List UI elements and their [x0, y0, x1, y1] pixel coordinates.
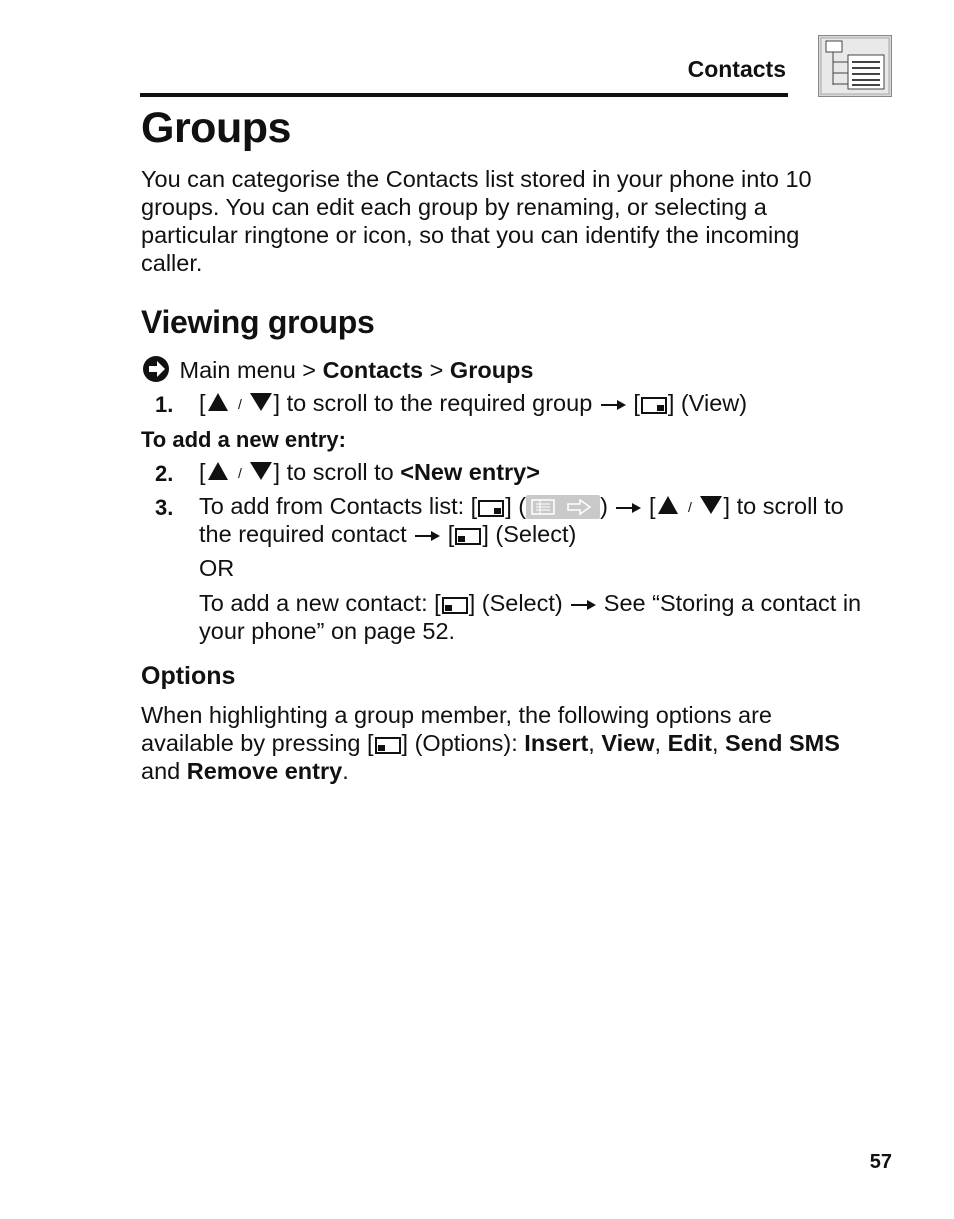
viewing-groups-heading: Viewing groups — [141, 304, 375, 340]
left-soft-key-icon — [442, 597, 468, 614]
step-2: [ / ] to scroll to <New entry> — [199, 459, 540, 485]
svg-text:/: / — [687, 499, 692, 515]
options-heading: Options — [141, 662, 236, 690]
options-line-3: and Remove entry. — [141, 758, 349, 784]
add-entry-heading: To add a new entry: — [141, 427, 346, 452]
new-contact-line: To add a new contact: [ ] (Select) See “Storing a contact in — [199, 590, 862, 616]
up-down-keys-icon — [206, 460, 274, 482]
left-soft-key-icon — [455, 528, 481, 545]
step-3: To add from Contacts list: [ ] ( ) [ / ] to scroll to — [199, 493, 844, 519]
options-line-1: When highlighting a group member, the following options are — [141, 702, 772, 728]
arrow-right-icon — [413, 528, 441, 544]
or-separator: OR — [199, 555, 235, 581]
contacts-list-icon — [818, 35, 892, 97]
svg-text:/: / — [237, 465, 242, 481]
right-soft-key-icon — [478, 500, 504, 517]
page-number: 57 — [869, 1151, 892, 1173]
up-down-keys-icon — [206, 391, 274, 413]
page-title: Groups — [141, 104, 291, 152]
arrow-right-icon — [599, 397, 627, 413]
contacts-list-softkey-icon — [526, 495, 600, 519]
intro-paragraph: You can categorise the Contacts list stored in your phone into 10 groups. You can edit each group by renaming, or selecting a particular ringtone or icon, so that you can identify the incoming caller. — [141, 166, 812, 276]
menu-path: Main menu > Contacts > Groups — [141, 355, 533, 384]
arrow-right-icon — [569, 597, 597, 613]
step-1: [ / ] to scroll to the required group [ ] (View) — [199, 390, 748, 416]
running-header: Contacts — [687, 56, 786, 82]
step-3-continued: the required contact [ ] (Select) — [199, 521, 577, 547]
up-down-keys-icon — [656, 494, 724, 516]
step-number: 1. — [155, 392, 174, 417]
step-number: 3. — [155, 495, 174, 520]
navigate-icon — [141, 355, 173, 383]
arrow-right-icon — [614, 500, 642, 516]
right-soft-key-icon — [641, 397, 667, 414]
svg-text:/: / — [237, 396, 242, 412]
header-rule — [140, 93, 788, 97]
new-contact-line-2: your phone” on page 52. — [199, 618, 456, 644]
options-line-2: available by pressing [ ] (Options): Insert, View, Edit, Send SMS — [141, 730, 840, 756]
step-number: 2. — [155, 461, 174, 486]
left-soft-key-icon — [375, 737, 401, 754]
